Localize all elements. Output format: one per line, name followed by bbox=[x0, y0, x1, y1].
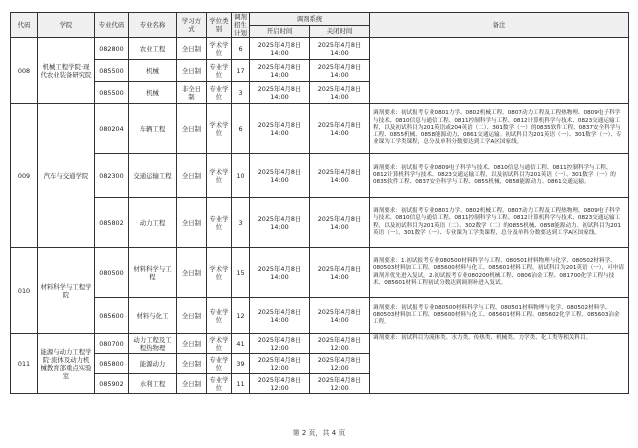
study-mode: 全日制 bbox=[177, 60, 207, 82]
header-major-code: 专业代码 bbox=[95, 13, 129, 38]
open-time: 2025年4月8日 14:00 bbox=[250, 154, 310, 198]
open-time: 2025年4月8日 14:00 bbox=[250, 248, 310, 298]
degree-type: 专业学位 bbox=[207, 298, 232, 334]
study-mode: 全日制 bbox=[177, 38, 207, 60]
major-name: 交通运输工程 bbox=[129, 154, 177, 198]
major-code: 082300 bbox=[95, 154, 129, 198]
header-plan: 调剂招生计划 bbox=[232, 13, 250, 38]
open-time: 2025年4月8日 14:00 bbox=[250, 298, 310, 334]
open-time: 2025年4月8日 12:00 bbox=[250, 354, 310, 374]
major-code: 085802 bbox=[95, 198, 129, 248]
header-system: 调剂系统 bbox=[250, 13, 370, 26]
degree-type: 专业学位 bbox=[207, 82, 232, 104]
major-code: 085800 bbox=[95, 354, 129, 374]
table-row bbox=[11, 334, 629, 354]
page-number: 第 2 页，共 4 页 bbox=[292, 429, 346, 437]
open-time: 2025年4月8日 14:00 bbox=[250, 104, 310, 154]
adjustment-table bbox=[10, 12, 629, 394]
plan-count: 12 bbox=[232, 298, 250, 334]
major-code: 080500 bbox=[95, 248, 129, 298]
major-name: 材料与化工 bbox=[129, 298, 177, 334]
degree-type: 专业学位 bbox=[207, 60, 232, 82]
plan-count: 11 bbox=[232, 374, 250, 394]
table-row bbox=[11, 248, 629, 298]
major-code: 080700 bbox=[95, 334, 129, 354]
degree-type: 学术学位 bbox=[207, 104, 232, 154]
study-mode: 全日制 bbox=[177, 198, 207, 248]
table-row bbox=[11, 198, 629, 248]
header-major-name: 专业名称 bbox=[129, 13, 177, 38]
degree-type: 专业学位 bbox=[207, 374, 232, 394]
major-name: 农业工程 bbox=[129, 38, 177, 60]
close-time: 2025年4月8日 14:00 bbox=[310, 154, 370, 198]
college-name: 汽车与交通学院 bbox=[38, 104, 95, 248]
college-name: 机械工程学院·现代农业装备研究院 bbox=[38, 38, 95, 104]
close-time: 2025年4月8日 14:00 bbox=[310, 198, 370, 248]
study-mode: 全日制 bbox=[177, 154, 207, 198]
major-code: 085500 bbox=[95, 82, 129, 104]
close-time: 2025年4月8日 12:00 bbox=[310, 354, 370, 374]
close-time: 2025年4月8日 14:00 bbox=[310, 104, 370, 154]
close-time: 2025年4月8日 12:00 bbox=[310, 334, 370, 354]
remark: 调剂要求：初试报考专业080500材料科学与工程、080501材料物理与化学、080502材料学、080503材料加工工程、085600材料与化工、085601材料工程、085602化学工程、085603冶金工程。 bbox=[370, 298, 629, 334]
header-remarks: 备注 bbox=[370, 13, 629, 38]
header-code: 代码 bbox=[11, 13, 38, 38]
major-code: 085600 bbox=[95, 298, 129, 334]
major-name: 能源动力 bbox=[129, 354, 177, 374]
remark: 调剂要求：初试报考专业0801力学、0802机械工程、0807动力工程及工程热物理、0809电子科学与技术、0810信息与通信工程、0811控制科学与工程、0812计算机科学与技术、0823交通运输工程，以及初试科目为201英语或204英语（二）、301数学（一）的0835软件工程、0837安全科学与工程、0855机械、0858能源动力、0861交通运输。初试科目为201英语（一）、301数学（一）、专业课为工学类课程，总分及单科分数要达到工学A区国家线。 bbox=[370, 104, 629, 154]
study-mode: 全日制 bbox=[177, 354, 207, 374]
plan-count: 15 bbox=[232, 248, 250, 298]
degree-type: 学术学位 bbox=[207, 334, 232, 354]
remark bbox=[370, 38, 629, 104]
close-time: 2025年4月8日 14:00 bbox=[310, 38, 370, 60]
degree-type: 学术学位 bbox=[207, 248, 232, 298]
major-code: 085500 bbox=[95, 60, 129, 82]
header-college: 学院 bbox=[38, 13, 95, 38]
major-name: 机械 bbox=[129, 60, 177, 82]
degree-type: 学术学位 bbox=[207, 154, 232, 198]
plan-count: 6 bbox=[232, 104, 250, 154]
table-row bbox=[11, 154, 629, 198]
remark: 调剂要求：初试报考专业0801力学、0802机械工程、0807动力工程及工程热物理、0809电子科学与技术、0810信息与通信工程、0811控制科学与工程、0812计算机科学与技术、0823交通运输工程，以及初试科目为201英语（二）、302数学（二）的0855机械、0858能源动力。初试科目为201英语（一）、301数学（一）、专业课为工学类课程，总分及单科分数要达到工学A区国家线。 bbox=[370, 198, 629, 248]
major-code: 085902 bbox=[95, 374, 129, 394]
table-row bbox=[11, 298, 629, 334]
open-time: 2025年4月8日 14:00 bbox=[250, 198, 310, 248]
open-time: 2025年4月8日 14:00 bbox=[250, 60, 310, 82]
header-study-mode: 学习方式 bbox=[177, 13, 207, 38]
major-code: 082800 bbox=[95, 38, 129, 60]
major-name: 车辆工程 bbox=[129, 104, 177, 154]
major-name: 机械 bbox=[129, 82, 177, 104]
open-time: 2025年4月8日 14:00 bbox=[250, 82, 310, 104]
degree-type: 学术学位 bbox=[207, 38, 232, 60]
remark: 调剂要求：1.初试报考专业080500材料科学与工程、080501材料物理与化学、080502材料学、080503材料加工工程、085600材料与化工、085601材料工程，初试科目为201英语（一），可申请调剂并优先进入复试。2.初试报考专业080200机械工程、0806冶金工程、081700化学工程与技术、085601材料工程初试分数达到调剂补进入复试。 bbox=[370, 248, 629, 298]
table-row bbox=[11, 38, 629, 60]
header-close-time: 关闭时间 bbox=[310, 25, 370, 38]
study-mode: 全日制 bbox=[177, 104, 207, 154]
study-mode: 全日制 bbox=[177, 374, 207, 394]
header-open-time: 开启时间 bbox=[250, 25, 310, 38]
close-time: 2025年4月8日 14:00 bbox=[310, 298, 370, 334]
study-mode: 非全日制 bbox=[177, 82, 207, 104]
college-code: 011 bbox=[11, 334, 38, 394]
college-name: 材料科学与工程学院 bbox=[38, 248, 95, 334]
major-name: 动力工程 bbox=[129, 198, 177, 248]
plan-count: 6 bbox=[232, 38, 250, 60]
close-time: 2025年4月8日 14:00 bbox=[310, 60, 370, 82]
college-code: 008 bbox=[11, 38, 38, 104]
major-name: 动力工程及工程热物理 bbox=[129, 334, 177, 354]
plan-count: 39 bbox=[232, 354, 250, 374]
close-time: 2025年4月8日 14:00 bbox=[310, 248, 370, 298]
major-name: 材料科学与工程 bbox=[129, 248, 177, 298]
plan-count: 10 bbox=[232, 154, 250, 198]
college-code: 010 bbox=[11, 248, 38, 334]
college-code: 009 bbox=[11, 104, 38, 248]
plan-count: 3 bbox=[232, 82, 250, 104]
open-time: 2025年4月8日 12:00 bbox=[250, 374, 310, 394]
degree-type: 专业学位 bbox=[207, 354, 232, 374]
plan-count: 41 bbox=[232, 334, 250, 354]
major-code: 080204 bbox=[95, 104, 129, 154]
close-time: 2025年4月8日 12:00 bbox=[310, 374, 370, 394]
close-time: 2025年4月8日 14:00 bbox=[310, 82, 370, 104]
college-name: 能源与动力工程学院·流体及动力机械教育部重点实验室 bbox=[38, 334, 95, 394]
open-time: 2025年4月8日 14:00 bbox=[250, 38, 310, 60]
major-name: 水利工程 bbox=[129, 374, 177, 394]
remark: 调剂要求：初试科目为流体类、水力类、传热类、机械类、力学类、化工类等相关科目。 bbox=[370, 334, 629, 394]
remark: 调剂要求：初试报考专业0809电子科学与技术、0810信息与通信工程、0811控制科学与工程、0812计算机科学与技术、0823交通运输工程，以及初试科目为201英语（一）、301数学（一）的0835软件工程、0837安全科学与工程、0855机械、0858能源动力、0861交通运输。 bbox=[370, 154, 629, 198]
open-time: 2025年4月8日 12:00 bbox=[250, 334, 310, 354]
study-mode: 全日制 bbox=[177, 334, 207, 354]
table-row bbox=[11, 104, 629, 154]
study-mode: 全日制 bbox=[177, 248, 207, 298]
plan-count: 3 bbox=[232, 198, 250, 248]
degree-type: 专业学位 bbox=[207, 198, 232, 248]
plan-count: 17 bbox=[232, 60, 250, 82]
header-degree-type: 学位类别 bbox=[207, 13, 232, 38]
study-mode: 全日制 bbox=[177, 298, 207, 334]
